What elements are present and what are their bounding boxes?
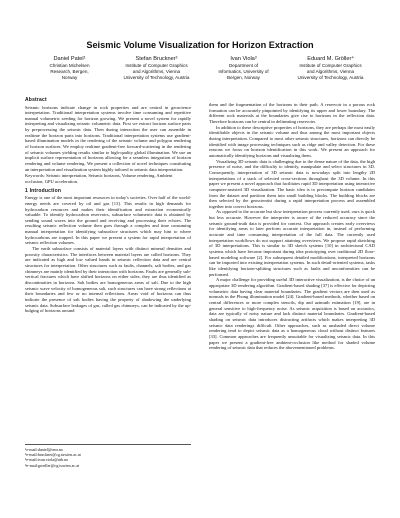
- author-affiliation-line: Christian Michelsen: [49, 63, 90, 68]
- footnote: ²e-mail:bruckner@cg.tuwien.ac.at: [25, 452, 81, 458]
- footnote: ³e-mail:ivan.viola@uib.no: [25, 457, 69, 463]
- right-column: [209, 102, 375, 351]
- author-affiliation-line: Norway: [61, 75, 78, 80]
- author-name: Stefan Bruckner²: [135, 56, 178, 62]
- section-heading: 1 Introduction: [25, 187, 62, 194]
- author-affiliation-line: Informatics, University of: [218, 69, 269, 74]
- author-block: [287, 56, 374, 81]
- author-name: Ivan Viola³: [230, 56, 257, 62]
- author-block: [26, 56, 113, 81]
- author-affiliation-line: Institute of Computer Graphics: [299, 63, 362, 68]
- intro-paragraph: The earth subsurface consists of material layers with distinct mineral densities and porosity characteristics. The interfaces between material layers are called horizons. They are indicated as high and low valued bands in seismic reflection data and are central structures for interpretation. Other structures such as faults, channels, salt bodies, and gas chimneys are mainly identified by their interaction with horizons. Faults are generally sub-vertical fractures which have shifted horizons on either sides; they are thus identified as discontinuities in horizons. Salt bodies are homogeneous areas of salt. Due to the high seismic wave velocity of homogeneous salt, such structures can have strong reflections at their boundaries and few or no internal reflections. Areas void of horizons can thus indicate the presence of salt bodies having the property of shadowing the underlying seismic data. Subsurface leakages of gas, called gas chimneys, can be indicated by the up-bulging of horizons around: [25, 246, 191, 314]
- abstract-text: Seismic horizons indicate change in rock properties and are central in geoscience interpretation. Traditional interpretation systems involve time consuming and repetitive manual volumetric seeding for horizon growing. We present a novel system for rapidly interpreting and visualizing seismic volumetric data. First we extract horizon surface parts by preprocessing the seismic data. Then during interaction the user can assemble in realtime the horizon parts into horizons. Traditional interpretation systems use gradient-based illumination models in the rendering of the seismic volume and polygon rendering of horizon surfaces. We employ realtime gradient-free forward-scattering in the rendering of seismic volumes yielding results similar to high-quality global illumination. We use an implicit surface representation of horizons allowing for a seamless integration of horizon rendering and volume rendering. We present a collection of novel techniques constituting an interpretation and visualization system highly tailored to seismic data interpretation.: [25, 104, 191, 172]
- intro-paragraph: Energy is one of the most important resources in today's societies. Over half of the world-energy needs are covered by oil and gas [13]. This results in high demands for hydrocarbon resources and makes their identification and extraction economically valuable. To identify hydrocarbon reservoirs, subsurface volumetric data is obtained by sending sound waves into the ground and receiving and processing their echoes. The resulting seismic reflection volume then goes through a complex and time consuming manual interpretation for identifying subsurface structures which may hint to where hydrocarbons are trapped. In this paper we present a system for rapid interpretation of seismic reflection volumes.: [25, 195, 191, 246]
- author-affiliation-line: Research, Bergen,: [50, 69, 89, 74]
- author-affiliation-line: and Algorithms, Vienna: [306, 69, 355, 74]
- author-name: Daniel Patel¹: [53, 56, 86, 62]
- body-paragraph: Visualizing 3D seismic data is challenging due to the dense nature of the data, the high presence of noise, and the difficulty to identify, manipulate and select structures in 3D. Consequently, interpretation of 3D seismic data is nowadays split into lengthy 2D interpretations of a stack of selected cross-sections throughout the 3D volume. In this paper we present a novel approach that facilitates rapid 3D interpretation using interactive computer-assisted 3D visualization. The basic idea is to precompute horizon candidates from the dataset and partition them into small building blocks. The building blocks are then selected by the geoscientist during a rapid interpretation process and assembled together into correct horizons.: [209, 158, 375, 209]
- author-affiliation-line: and Algorithms, Vienna: [132, 69, 181, 74]
- author-block: [113, 56, 200, 81]
- author-affiliation-line: Bergen, Norway: [227, 75, 260, 80]
- author-affiliation-line: Department of: [228, 63, 259, 68]
- paper-title: Seismic Volume Visualization for Horizon Extraction: [86, 40, 314, 50]
- body-paragraph: A major challenge for providing useful 3D interactive visualization, is the choice of an appropriate 3D rendering algorithm. Gradient-based shading [37] is effective for depicting volumetric data having clear material boundaries. The gradient vectors are then used as normals in the Phong illumination model [24]. Gradient-based methods, whether based on central differences or more complex stencils, dip and azimuth estimation [19], are in general sensitive to high-frequency noise. As seismic acquisition is based on acoustics, data are typically of noisy nature and lack distinct material boundaries. Gradient-based shading on seismic data introduces distracting artifacts which makes interpreting 3D seismic data renderings difficult. Other approaches, such as unshaded direct volume rendering tend to depict seismic data as a homogeneous cloud without distinct features [33]. Common approaches are frequently unsuitable for visualizing seismic data. In this paper we present a gradient-free ambient-occlusion like method for shaded volume rendering of seismic data that reduces the abovementioned problems.: [209, 277, 375, 351]
- footnote: ¹e-mail:daniel@cmr.no: [25, 447, 63, 452]
- left-column: [25, 97, 191, 314]
- keywords: Keywords: Seismic interpretation, Seismic horizons, Volume rendering, Ambient occlusion, GPU acceleration.: [25, 173, 173, 185]
- author-list: [26, 56, 374, 81]
- footnote: ⁴e-mail:groeller@cg.tuwien.ac.at: [25, 462, 80, 468]
- body-paragraph: them and the fragmentation of the horizons in their path. A reservoir in a porous rock formation can be accurately pinpointed by identifying its upper and lower boundary. The different rock materials at the boundaries give rise to horizons in the reflection data. Therefore horizons can be central in delineating reservoirs.: [209, 102, 375, 124]
- abstract-heading: Abstract: [25, 97, 47, 103]
- author-affiliation-line: Institute of Computer Graphics: [125, 63, 188, 68]
- body-paragraph: In addition to these descriptive properties of horizons, they are perhaps the most easily identifiable objects in the seismic volume and thus among the most important objects during interpretation. Compared to most other seismic structures, horizons can directly be identified with image processing techniques such as ridge and valley detection. For these reasons we focus on horizon identification in this work. We present an approach for automatically identifying horizons and visualizing them.: [209, 124, 375, 158]
- author-affiliation-line: University of Technology, Austria: [123, 75, 190, 80]
- author-name: Eduard M. Gröller⁴: [307, 56, 354, 62]
- footnotes: [25, 444, 191, 468]
- body-paragraph: As opposed to the accurate but slow interpretation process currently used, ours is quick but less accurate. However the interpreter is aware of the reduced accuracy since the seismic ground-truth data is provided for context. Our approach creates early overviews for identifying areas to later perform accurate interpretation in, instead of performing accurate and time consuming interpretation of the full data. The currently used interpretation workflows do not support attaining overviews. We propose rapid sketching of 3D interpretations. This is similar to 3D sketch systems [10] in architectural CAD systems which have become important during idea prototyping over traditional 2D floor-based modeling software [2]. For subsequent detailed modifications, interpreted horizons can be imported into existing interpretation systems. In such detail-oriented systems, tasks like identifying horizon-splitting structures such as faults and unconformities can be performed.: [209, 209, 375, 277]
- author-block: [200, 56, 287, 81]
- author-affiliation-line: University of Technology, Austria: [297, 75, 364, 80]
